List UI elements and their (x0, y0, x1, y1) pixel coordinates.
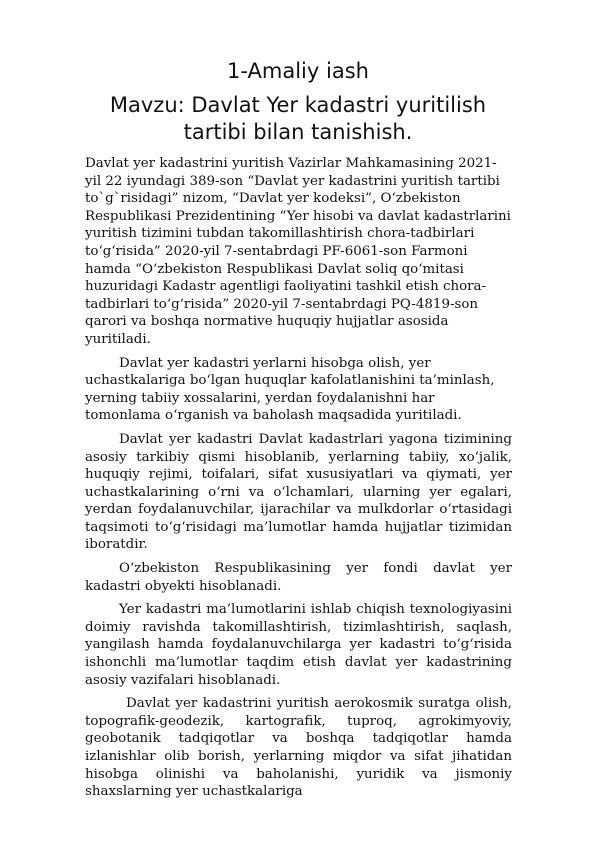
document-title: 1-Amaliy iash (227, 59, 369, 83)
paragraph-methods: Davlat yer kadastrini yuritish aerokosmik suratga olish, topografik-geodezik, kartografik, tuproq, agrokimyoviy, geobotanik tadqiqotlar va boshqa tadqiqotlar hamda izlanishlar olib borish, yerlarning miqdor va sifat jihatidan hisobga olinishi va baholanishi, yuridik va jismoniy shaxslarning yer uchastkalariga (85, 696, 512, 800)
paragraph-legal-basis: Davlat yer kadastrini yuritish Vazirlar Mahkamasining 2021-yil 22 iyundagi 389-son “Davlat yer kadastrini yuritish tartibi to`g`risidagi” nizom, “Davlat yer kodeksi”, O‘zbekiston Respublikasi Prezidentining “Yer hisobi va davlat kadastrlarini yuritish tizimini tubdan takomillashtirish chora-tadbirlari to‘g‘risida” 2020-yil 7-sentabrdagi PF-6061-son Farmoni hamda “O‘zbekiston Respublikasi Davlat soliq qo‘mitasi huzuridagi Kadastr agentligi faoliyatini tashkil etish chora-tadbirlari to‘g‘risida” 2020-yil 7-sentabrdagi PQ-4819-son qarori va boshqa normative huquqiy hujjatlar asosida yuritiladi. (85, 156, 511, 347)
paragraph-land-fund: O‘zbekiston Respublikasining yer fondi davlat yer kadastri obyekti hisoblanadi. (85, 561, 512, 594)
paragraph-tasks: Yer kadastri ma’lumotlarini ishlab chiqish texnologiyasini doimiy ravishda takomillashtirish, tizimlashtirish, saqlash, yangilash hamda foydalanuvchilarga yer kadastri to‘g‘risida ishonchli ma’lumotlar taqdim etish davlat yer kadastrining asosiy vazifalari hisoblanadi. (85, 602, 512, 688)
document-topic: Mavzu: Davlat Yer kadastri yuritilish tartibi bilan tanishish. (109, 93, 487, 144)
paragraph-definition: Davlat yer kadastri Davlat kadastrlari yagona tizimining asosiy tarkibiy qismi hisoblanib, yerlarning tabiiy, xo‘jalik, huquqiy rejimi, toifalari, sifat xususiyatlari va qiymati, yer uchastkalarining o‘rni va o‘lchamlari, ularning yer egalari, yerdan foydalanuvchilar, ijarachilar va mulkdorlar o‘rtasidagi taqsimoti to‘g‘risidagi ma’lumotlar hamda hujjatlar tizimidan iboratdir. (85, 431, 512, 553)
paragraph-purpose: Davlat yer kadastri yerlarni hisobga olish, yer uchastkalariga bo‘lgan huquqlar kafolatlanishini ta’minlash, yerning tabiiy xossalarini, yerdan foydalanishni har tomonlama o‘rganish va baholash maqsadida yuritiladi. (85, 355, 495, 424)
document-body (85, 155, 512, 807)
